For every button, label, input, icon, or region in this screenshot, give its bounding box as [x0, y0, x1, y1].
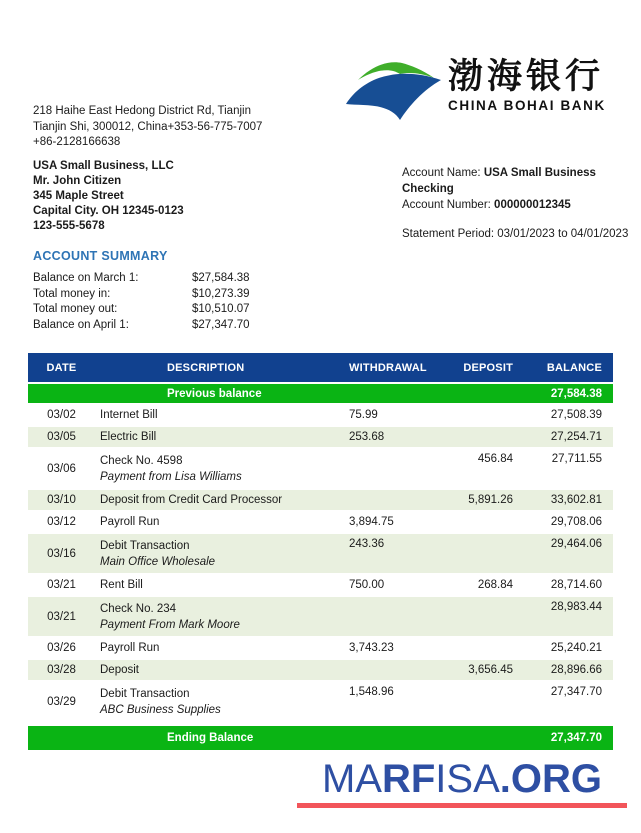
- txn-description-cell: [95, 579, 345, 591]
- txn-description: Debit Transaction: [100, 688, 190, 700]
- account-summary-table: [33, 271, 313, 333]
- transaction-row: [28, 490, 613, 512]
- transactions-table: [28, 353, 613, 750]
- bank-logo-text: [448, 58, 606, 113]
- txn-withdrawal: 3,743.23: [349, 642, 394, 654]
- watermark-text-segment: .ORG: [499, 757, 603, 801]
- summary-label: Total money out:: [33, 303, 118, 315]
- transaction-row: [28, 638, 613, 660]
- txn-description-cell: [95, 534, 345, 573]
- transaction-row: [28, 575, 613, 597]
- bank-address-block: [33, 104, 262, 151]
- ending-balance-row: [28, 726, 613, 750]
- txn-withdrawal: 3,894.75: [349, 516, 394, 528]
- bank-logo: [344, 58, 606, 122]
- txn-date: 03/26: [47, 642, 76, 654]
- summary-row: [33, 302, 313, 318]
- txn-balance: 28,983.44: [550, 601, 602, 613]
- txn-balance: 27,711.55: [551, 453, 602, 465]
- txn-withdrawal: 243.36: [349, 538, 385, 550]
- txn-withdrawal: 750.00: [349, 579, 385, 591]
- customer-address-block: [33, 159, 184, 234]
- summary-value: $10,510.07: [192, 303, 250, 315]
- txn-description-cell: [95, 449, 345, 488]
- bank-address-line: +86-2128166638: [33, 136, 121, 148]
- account-number-line: [402, 197, 641, 213]
- txn-withdrawal: [345, 449, 430, 488]
- watermark-text-segment: ISA: [435, 757, 500, 801]
- txn-withdrawal: [345, 597, 430, 636]
- watermark-text-segment: RF: [381, 757, 436, 801]
- bank-name-english: CHINA BOHAI BANK: [448, 98, 606, 113]
- txn-deposit: 5,891.26: [468, 494, 513, 506]
- col-header-date: DATE: [46, 361, 77, 374]
- customer-address-line: Capital City. OH 12345-0123: [33, 205, 184, 217]
- txn-note: Payment from Lisa Williams: [100, 471, 242, 483]
- bank-name-chinese: 渤海银行: [448, 57, 605, 97]
- summary-label: Balance on April 1:: [33, 318, 129, 331]
- txn-balance: 28,714.60: [550, 579, 602, 591]
- txn-withdrawal: 1,548.96: [349, 686, 394, 698]
- transaction-row: [28, 405, 613, 427]
- txn-description: Payroll Run: [100, 516, 160, 528]
- txn-balance: 28,896.66: [550, 664, 602, 676]
- summary-value: $10,273.39: [192, 287, 250, 300]
- txn-description: Internet Bill: [100, 409, 158, 421]
- txn-description-cell: [95, 409, 345, 421]
- statement-period-value: 03/01/2023 to 04/01/2023: [497, 228, 629, 240]
- txn-deposit: 268.84: [477, 579, 513, 591]
- ending-balance-amount: 27,347.70: [550, 732, 602, 744]
- bank-address-line: 218 Haihe East Hedong District Rd, Tianjin: [33, 105, 251, 117]
- txn-withdrawal: 75.99: [349, 409, 378, 421]
- account-summary-title: ACCOUNT SUMMARY: [33, 249, 168, 263]
- transaction-row: [28, 427, 613, 449]
- previous-balance-row: [28, 384, 613, 405]
- summary-label: Total money in:: [33, 287, 111, 300]
- ending-balance-label: Ending Balance: [167, 732, 254, 744]
- bank-logo-wave-icon: [344, 58, 444, 122]
- table-header-row: [28, 353, 613, 384]
- watermark-text-segment: MA: [321, 757, 382, 801]
- txn-date: 03/12: [47, 516, 76, 528]
- txn-balance: 27,508.39: [550, 409, 602, 421]
- summary-value: $27,347.70: [192, 318, 250, 331]
- txn-note: ABC Business Supplies: [100, 704, 221, 716]
- account-name-value: USA Small Business Checking: [402, 167, 596, 195]
- txn-balance: 27,347.70: [550, 686, 602, 698]
- summary-row: [33, 271, 313, 287]
- col-header-balance: BALANCE: [546, 361, 602, 374]
- txn-description-cell: [95, 664, 345, 676]
- txn-balance: 25,240.21: [550, 642, 602, 654]
- transaction-row: [28, 449, 613, 490]
- account-info-block: [402, 165, 641, 242]
- transaction-row: [28, 534, 613, 575]
- transaction-rows: [28, 405, 613, 723]
- summary-row: [33, 318, 313, 334]
- previous-balance-amount: 27,584.38: [550, 387, 602, 400]
- statement-period-label: Statement Period:: [402, 228, 498, 240]
- txn-description-cell: [95, 516, 345, 528]
- bank-address-line: Tianjin Shi, 300012, China+353-56-775-7007: [33, 120, 263, 133]
- account-number-value: 000000012345: [494, 199, 571, 211]
- txn-date: 03/21: [47, 610, 76, 623]
- previous-balance-label: Previous balance: [167, 387, 262, 400]
- txn-description-cell: [95, 597, 345, 636]
- txn-description-cell: [95, 431, 345, 443]
- transaction-row: [28, 512, 613, 534]
- txn-date: 03/10: [47, 494, 76, 506]
- account-name-label: Account Name:: [402, 167, 484, 179]
- txn-balance: 27,254.71: [550, 431, 602, 443]
- txn-deposit: [430, 682, 513, 721]
- transaction-row: [28, 597, 613, 638]
- txn-description: Payroll Run: [100, 642, 160, 654]
- txn-deposit: [430, 597, 513, 636]
- txn-date: 03/28: [47, 664, 76, 676]
- txn-description-cell: [95, 642, 345, 654]
- customer-address-line: 123-555-5678: [33, 220, 105, 232]
- customer-address-line: USA Small Business, LLC: [33, 160, 174, 172]
- col-header-withdrawal: WITHDRAWAL: [349, 361, 427, 374]
- txn-description-cell: [95, 682, 345, 721]
- txn-deposit: 3,656.45: [468, 664, 513, 676]
- summary-label: Balance on March 1:: [33, 272, 139, 284]
- txn-description: Debit Transaction: [100, 540, 190, 552]
- col-header-description: DESCRIPTION: [167, 361, 245, 374]
- transaction-row: [28, 682, 613, 723]
- txn-date: 03/06: [47, 462, 76, 475]
- txn-description: Electric Bill: [100, 431, 157, 443]
- txn-description-cell: [95, 494, 345, 506]
- account-number-label: Account Number:: [402, 199, 495, 211]
- account-name-line: [402, 165, 641, 197]
- txn-description: Deposit from Credit Card Processor: [100, 494, 283, 506]
- watermark-underline: [297, 803, 627, 808]
- txn-deposit: [430, 534, 513, 573]
- summary-row: [33, 287, 313, 303]
- txn-description: Deposit: [100, 664, 139, 676]
- txn-date: 03/05: [47, 431, 76, 443]
- txn-description: Check No. 4598: [100, 455, 183, 467]
- watermark-logo: [297, 756, 627, 802]
- txn-date: 03/02: [47, 409, 76, 421]
- txn-date: 03/16: [47, 547, 76, 560]
- col-header-deposit: DEPOSIT: [463, 361, 513, 374]
- txn-description: Check No. 234: [100, 603, 177, 615]
- txn-description: Rent Bill: [100, 579, 143, 591]
- txn-date: 03/29: [47, 695, 76, 708]
- txn-date: 03/21: [47, 579, 76, 591]
- statement-period-line: [402, 226, 641, 242]
- txn-withdrawal: 253.68: [349, 431, 385, 443]
- customer-address-line: Mr. John Citizen: [33, 175, 122, 187]
- customer-address-line: 345 Maple Street: [33, 190, 124, 202]
- txn-balance: 33,602.81: [550, 494, 602, 506]
- txn-deposit: 456.84: [477, 453, 513, 465]
- txn-balance: 29,708.06: [550, 516, 602, 528]
- transaction-row: [28, 660, 613, 682]
- txn-balance: 29,464.06: [550, 538, 602, 550]
- txn-note: Main Office Wholesale: [100, 556, 216, 568]
- summary-value: $27,584.38: [192, 272, 250, 284]
- txn-note: Payment From Mark Moore: [100, 619, 240, 631]
